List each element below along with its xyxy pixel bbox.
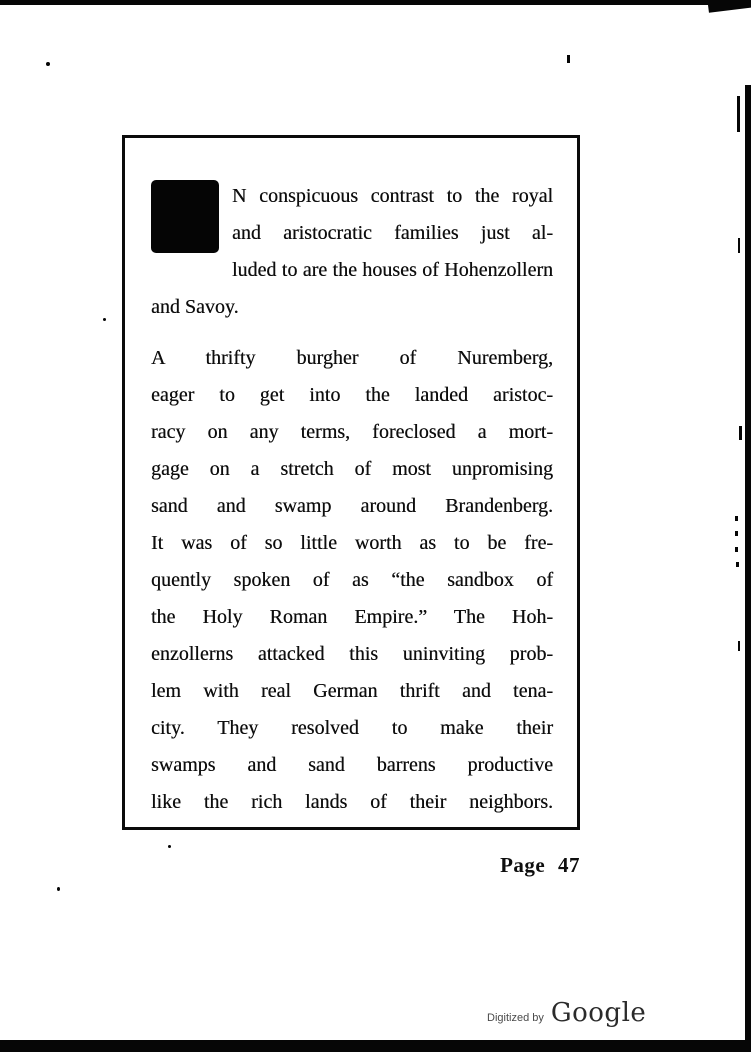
scan-artifact-tick [738, 238, 740, 253]
scan-artifact-top-blob [707, 0, 751, 13]
paragraph-line: N conspicuous contrast to the royal [232, 185, 553, 207]
scan-artifact-tick [738, 641, 740, 651]
paragraph-line: swamps and sand barrens productive [151, 754, 553, 776]
digitized-footer [487, 998, 646, 1028]
scan-artifact-tick [739, 426, 742, 440]
scan-artifact-tick [737, 96, 740, 132]
google-logo: Google [550, 998, 647, 1028]
dropcap-initial-block [151, 180, 219, 253]
paragraph-line: enzollerns attacked this uninviting prob- [151, 643, 553, 665]
paragraph-line: It was of so little worth as to be fre- [151, 532, 553, 554]
scan-artifact-dot [735, 547, 738, 552]
scan-artifact-right-bar [745, 85, 751, 1052]
paragraph-line: lem with real German thrift and tena- [151, 680, 553, 702]
paragraph-1 [151, 178, 553, 326]
text-frame [122, 135, 580, 830]
scan-artifact-speck [168, 845, 171, 848]
paragraph-line: like the rich lands of their neighbors. [151, 791, 553, 813]
scan-artifact-speck [57, 887, 60, 891]
scan-artifact-speck [103, 318, 106, 321]
paragraph-line: the Holy Roman Empire.” The Hoh- [151, 606, 553, 628]
scan-artifact-speck [567, 55, 570, 63]
paragraph-line: sand and swamp around Brandenberg. [151, 495, 553, 517]
paragraph-line: and Savoy. [151, 296, 239, 318]
scan-artifact-dot [736, 562, 739, 567]
scan-artifact-top-bar [0, 0, 751, 5]
paragraph-line: luded to are the houses of Hohenzollern [232, 259, 553, 281]
scan-artifact-bottom-bar [0, 1040, 751, 1052]
paragraph-line: racy on any terms, foreclosed a mort- [151, 421, 553, 443]
scan-artifact-speck [46, 62, 50, 66]
paragraph-line: A thrifty burgher of Nuremberg, [151, 347, 553, 369]
digitized-by-label: Digitized by [487, 1012, 544, 1024]
paragraph-line: quently spoken of as “the sandbox of [151, 569, 553, 591]
paragraph-2 [151, 340, 553, 821]
paragraph-line: gage on a stretch of most unpromising [151, 458, 553, 480]
scan-artifact-dot [735, 516, 738, 521]
scan-artifact-dot [735, 531, 738, 536]
paragraph-line: eager to get into the landed aristoc- [151, 384, 553, 406]
paragraph-line: and aristocratic families just al- [232, 222, 553, 244]
paragraph-line: city. They resolved to make their [151, 717, 553, 739]
page-number: Page 47 [500, 853, 580, 877]
